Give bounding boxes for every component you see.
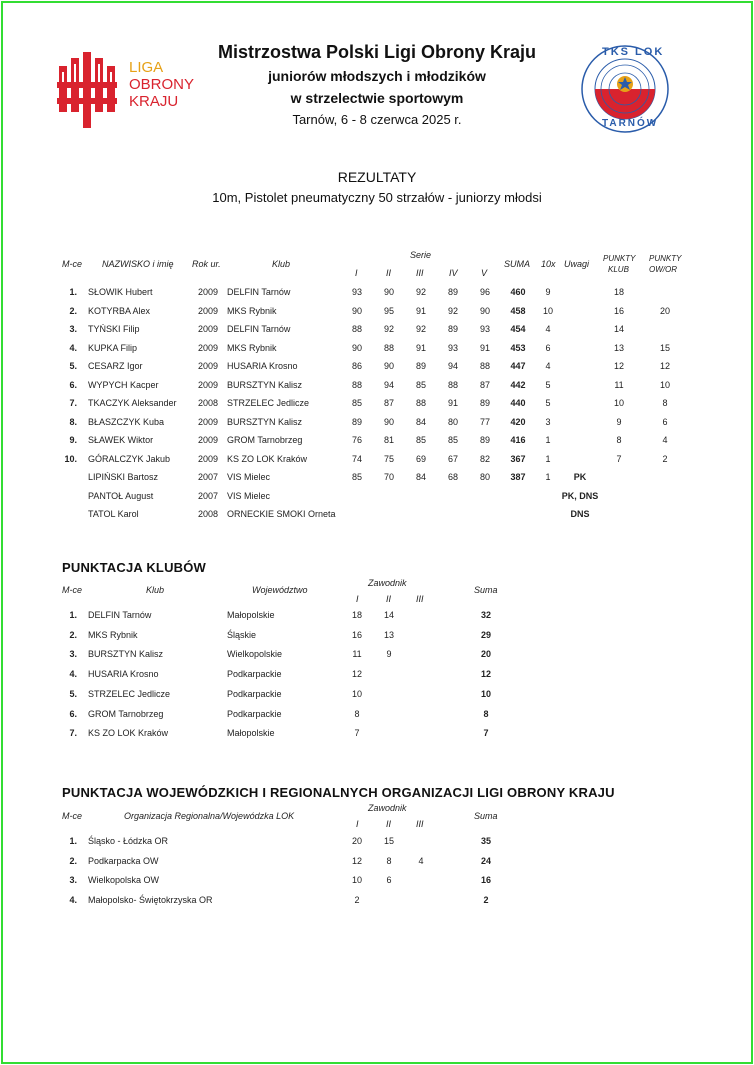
orgs-col-c1: I [356, 819, 359, 829]
logo-text-kraju: KRAJU [129, 93, 179, 110]
row-club-pts: 13 [613, 342, 624, 353]
row-s5: 77 [479, 416, 490, 427]
club-row-place: 4. [69, 669, 77, 680]
row-s2: 88 [383, 342, 394, 353]
org-row-c2: 8 [386, 855, 392, 866]
col-s4: IV [449, 268, 458, 278]
row-s3: 84 [415, 416, 426, 427]
org-row-c3: 4 [418, 855, 424, 866]
col-place: M-ce [62, 259, 82, 269]
row-s4: 85 [447, 435, 458, 445]
row-x10: 3 [545, 416, 551, 427]
row-year: 2007 [197, 472, 219, 482]
row-sum: 367 [510, 453, 526, 464]
row-name: TKACZYK Aleksander [88, 398, 177, 408]
row-name: KOTYRBA Alex [88, 305, 151, 316]
col-s2: II [386, 268, 392, 278]
club-row-c1: 11 [352, 649, 362, 660]
club-row-club: MKS Rybnik [88, 629, 138, 640]
row-club: MKS Rybnik [227, 342, 277, 353]
row-s1: 74 [351, 453, 362, 464]
club-row-c1: 10 [351, 688, 362, 699]
row-x10: 1 [545, 435, 551, 445]
orgs-col-c3: III [416, 819, 424, 829]
club-row-sum: 29 [480, 629, 491, 640]
row-year: 2009 [197, 324, 219, 334]
row-s1: 93 [351, 287, 362, 297]
org-row-place: 4. [69, 894, 77, 905]
orgs-col-c2: II [386, 819, 392, 829]
row-club: BURSZTYN Kalisz [227, 416, 303, 427]
club-row-place: 2. [69, 629, 77, 640]
row-s2: 92 [383, 324, 394, 334]
club-row-place: 7. [69, 728, 77, 739]
row-sum: 458 [510, 305, 526, 316]
row-ow-pts: 15 [659, 342, 670, 353]
col-club-pts-2: KLUB [608, 265, 629, 274]
row-club-pts: 8 [616, 435, 622, 445]
org-row-org: Małopolsko- Świętokrzyska OR [88, 894, 213, 905]
row-s3: 91 [415, 342, 426, 353]
row-name: GÓRALCZYK Jakub [88, 453, 171, 464]
place-date: Tarnów, 6 - 8 czerwca 2025 r. [292, 112, 462, 127]
club-row-voivodeship: Podkarpackie [227, 708, 282, 719]
club-row-club: HUSARIA Krosno [88, 669, 159, 680]
row-s2: 94 [383, 379, 394, 390]
orgs-col-sum: Suma [474, 811, 498, 821]
row-s1: 76 [351, 435, 362, 445]
row-s2: 81 [383, 435, 394, 445]
row-x10: 1 [545, 453, 551, 464]
row-sum: 447 [510, 361, 526, 371]
row-s1: 85 [351, 398, 362, 408]
club-row-voivodeship: Śląskie [227, 629, 257, 640]
club-row-voivodeship: Podkarpackie [227, 688, 282, 699]
row-s3: 91 [415, 305, 426, 316]
row-ow-pts: 8 [662, 398, 668, 408]
col-s5: V [481, 268, 488, 278]
logo-text-liga: LIGA [129, 59, 164, 76]
row-x10: 5 [545, 379, 551, 390]
row-year: 2008 [197, 509, 219, 519]
club-row-place: 6. [69, 708, 77, 719]
row-s4: 89 [447, 287, 458, 297]
row-name: PANTOŁ August [88, 490, 154, 501]
row-ow-pts: 10 [659, 379, 670, 390]
row-s1: 85 [351, 472, 362, 482]
club-row-club: GROM Tarnobrzeg [88, 708, 164, 719]
row-club-pts: 14 [613, 324, 624, 334]
row-club-pts: 18 [613, 287, 624, 297]
row-name: TATOL Karol [88, 509, 139, 519]
col-ow-pts-1: PUNKTY [649, 254, 682, 263]
club-row-c1: 16 [351, 629, 362, 640]
logo-text-tarnow: TARNÓW [602, 118, 659, 129]
club-row-voivodeship: Małopolskie [227, 610, 275, 620]
row-name: KUPKA Filip [88, 342, 138, 353]
col-s1: I [355, 268, 358, 278]
row-name: CESARZ Igor [88, 361, 143, 371]
row-s1: 86 [351, 361, 362, 371]
club-row-c1: 12 [351, 669, 362, 680]
row-year: 2008 [197, 398, 219, 408]
row-club: MKS Rybnik [227, 305, 277, 316]
row-year: 2007 [197, 490, 219, 501]
org-row-sum: 16 [480, 875, 491, 885]
org-row-c2: 15 [383, 836, 394, 846]
row-s5: 96 [479, 287, 490, 297]
row-sum: 420 [510, 416, 526, 427]
row-ow-pts: 20 [659, 305, 670, 316]
row-s3: 88 [415, 398, 426, 408]
col-s3: III [416, 268, 424, 278]
row-s2: 90 [383, 287, 394, 297]
row-place: 1. [69, 287, 77, 297]
row-x10: 4 [545, 361, 551, 371]
org-row-sum: 2 [483, 894, 489, 905]
row-place: 10. [64, 453, 77, 464]
clubs-col-competitor: Zawodnik [368, 578, 407, 588]
clubs-col-sum: Suma [474, 585, 498, 595]
row-name: SŁOWIK Hubert [88, 287, 153, 297]
row-notes: PK, DNS [561, 490, 599, 501]
row-s2: 70 [383, 472, 394, 482]
row-s3: 92 [415, 287, 426, 297]
row-notes: DNS [570, 509, 590, 519]
col-x10: 10x [541, 259, 556, 269]
row-ow-pts: 6 [662, 416, 668, 427]
clubs-col-c3: III [416, 594, 424, 604]
club-row-place: 1. [69, 610, 77, 620]
org-row-c1: 20 [351, 836, 362, 846]
row-s3: 89 [415, 361, 426, 371]
row-s4: 89 [447, 324, 458, 334]
org-row-org: Wielkopolska OW [88, 875, 160, 885]
row-s4: 91 [447, 398, 458, 408]
row-s1: 90 [351, 342, 362, 353]
org-row-org: Podkarpacka OW [88, 855, 159, 866]
row-club: BURSZTYN Kalisz [227, 379, 303, 390]
row-s1: 89 [351, 416, 362, 427]
row-x10: 1 [545, 472, 551, 482]
row-year: 2009 [197, 416, 219, 427]
row-s2: 75 [383, 453, 394, 464]
row-x10: 10 [542, 305, 553, 316]
row-club: DELFIN Tarnów [227, 324, 291, 334]
row-s5: 91 [479, 342, 490, 353]
clubs-col-place: M-ce [62, 585, 82, 595]
row-s3: 92 [415, 324, 426, 334]
row-ow-pts: 12 [659, 361, 670, 371]
row-s4: 94 [447, 361, 458, 371]
club-row-voivodeship: Podkarpackie [227, 669, 282, 680]
row-s5: 88 [479, 361, 490, 371]
row-club: GROM Tarnobrzeg [227, 435, 303, 445]
row-notes: PK [573, 472, 587, 482]
page-subtitle-1: juniorów młodszych i młodzików [268, 68, 486, 84]
page-border [1, 1, 753, 1064]
col-ow-pts-2: OW/OR [649, 265, 677, 274]
row-place: 5. [69, 361, 77, 371]
row-place: 7. [69, 398, 77, 408]
org-row-c1: 2 [354, 894, 360, 905]
row-name: TYŃSKI Filip [88, 324, 140, 334]
logo-text-tks-lok: TKS LOK [602, 46, 665, 58]
row-name: LIPIŃSKI Bartosz [88, 472, 159, 482]
row-x10: 5 [545, 398, 551, 408]
row-s3: 85 [415, 435, 426, 445]
club-row-sum: 32 [480, 610, 491, 620]
row-club: STRZELEC Jedlicze [227, 398, 310, 408]
row-s4: 88 [447, 379, 458, 390]
row-s4: 68 [447, 472, 458, 482]
col-notes: Uwagi [564, 259, 590, 269]
club-row-c1: 18 [351, 610, 362, 620]
org-row-place: 1. [69, 836, 77, 846]
club-row-club: KS ZO LOK Kraków [88, 728, 169, 739]
club-row-c2: 9 [386, 649, 392, 660]
clubs-col-c1: I [356, 594, 359, 604]
row-s5: 89 [479, 398, 490, 408]
row-sum: 442 [510, 379, 526, 390]
row-club-pts: 12 [613, 361, 624, 371]
club-row-sum: 20 [480, 649, 491, 660]
club-row-sum: 7 [483, 728, 489, 739]
row-club-pts: 16 [613, 305, 624, 316]
row-s5: 90 [479, 305, 490, 316]
row-s2: 87 [383, 398, 394, 408]
row-year: 2009 [197, 435, 219, 445]
row-s4: 92 [447, 305, 458, 316]
club-row-c2: 14 [383, 610, 394, 620]
row-ow-pts: 2 [662, 453, 668, 464]
club-row-sum: 10 [480, 688, 491, 699]
orgs-col-competitor: Zawodnik [368, 803, 407, 813]
row-club-pts: 10 [613, 398, 624, 408]
row-s5: 89 [479, 435, 490, 445]
orgs-heading: PUNKTACJA WOJEWÓDZKICH I REGIONALNYCH ORGANIZACJI LIGI OBRONY KRAJU [62, 785, 615, 800]
row-year: 2009 [197, 379, 219, 390]
row-club: VIS Mielec [227, 472, 271, 482]
clubs-col-c2: II [386, 594, 392, 604]
clubs-col-club: Klub [146, 585, 165, 595]
row-place: 9. [69, 435, 77, 445]
club-row-sum: 12 [480, 669, 491, 680]
logo-text-obrony: OBRONY [129, 76, 195, 93]
row-year: 2009 [197, 305, 219, 316]
row-s1: 88 [351, 324, 362, 334]
row-s3: 84 [415, 472, 426, 482]
row-s2: 90 [383, 361, 394, 371]
row-s4: 67 [447, 453, 458, 464]
club-row-c1: 8 [354, 708, 360, 719]
clubs-col-voivodeship: Województwo [252, 585, 308, 595]
row-s2: 95 [383, 305, 394, 316]
org-row-org: Śląsko - Łódzka OR [88, 836, 169, 846]
club-row-c1: 7 [354, 728, 360, 739]
results-heading: REZULTATY [337, 169, 417, 185]
row-x10: 9 [545, 287, 551, 297]
club-row-sum: 8 [483, 708, 489, 719]
row-s2: 90 [383, 416, 394, 427]
row-name: SŁAWEK Wiktor [88, 435, 154, 445]
col-sum: SUMA [504, 259, 531, 269]
club-row-club: DELFIN Tarnów [88, 610, 152, 620]
row-s3: 85 [415, 379, 426, 390]
row-sum: 453 [510, 342, 526, 353]
row-s5: 87 [479, 379, 490, 390]
org-row-sum: 24 [480, 855, 491, 866]
row-year: 2009 [197, 342, 219, 353]
row-place: 6. [69, 379, 77, 390]
clubs-heading: PUNKTACJA KLUBÓW [62, 560, 207, 575]
row-x10: 6 [545, 342, 551, 353]
row-ow-pts: 4 [662, 435, 668, 445]
org-row-c1: 12 [351, 855, 362, 866]
row-name: WYPYCH Kacper [88, 379, 159, 390]
page-title: Mistrzostwa Polski Ligi Obrony Kraju [217, 42, 537, 62]
row-year: 2009 [197, 287, 219, 297]
row-place: 8. [69, 416, 77, 427]
row-club-pts: 9 [616, 416, 622, 427]
row-club: KS ZO LOK Kraków [227, 453, 308, 464]
col-series: Serie [410, 250, 432, 260]
page-subtitle-2: w strzelectwie sportowym [290, 90, 464, 106]
col-club-pts-1: PUNKTY [603, 254, 636, 263]
org-row-c2: 6 [386, 875, 392, 885]
row-s1: 90 [351, 305, 362, 316]
event-name: 10m, Pistolet pneumatyczny 50 strzałów - juniorzy młodsi [212, 190, 542, 205]
row-place: 3. [69, 324, 77, 334]
row-place: 2. [69, 305, 77, 316]
row-s1: 88 [351, 379, 362, 390]
row-s3: 69 [415, 453, 426, 464]
club-row-voivodeship: Wielkopolskie [227, 649, 283, 660]
row-place: 4. [69, 342, 77, 353]
col-year: Rok ur. [192, 259, 221, 269]
org-row-c1: 10 [351, 875, 362, 885]
club-row-club: STRZELEC Jedlicze [88, 688, 171, 699]
row-club: DELFIN Tarnów [227, 287, 291, 297]
row-s5: 93 [479, 324, 490, 334]
row-name: BŁASZCZYK Kuba [88, 416, 165, 427]
row-s4: 80 [447, 416, 458, 427]
row-club-pts: 7 [616, 453, 622, 464]
row-s4: 93 [447, 342, 458, 353]
club-row-c2: 13 [383, 629, 394, 640]
row-x10: 4 [545, 324, 551, 334]
row-year: 2009 [197, 361, 219, 371]
row-s5: 80 [479, 472, 490, 482]
col-name: NAZWISKO i imię [102, 259, 174, 269]
row-sum: 387 [510, 472, 526, 482]
org-row-place: 2. [69, 855, 77, 866]
row-club-pts: 11 [614, 379, 624, 390]
row-sum: 454 [510, 324, 526, 334]
club-row-voivodeship: Małopolskie [227, 728, 275, 739]
row-s5: 82 [479, 453, 490, 464]
club-row-club: BURSZTYN Kalisz [88, 649, 164, 660]
row-club: VIS Mielec [227, 490, 271, 501]
org-row-sum: 35 [480, 836, 491, 846]
col-club: Klub [272, 259, 291, 269]
row-sum: 440 [510, 398, 526, 408]
row-sum: 460 [510, 287, 526, 297]
row-sum: 416 [510, 435, 526, 445]
club-row-place: 5. [69, 688, 77, 699]
row-club: ORNECKIE SMOKI Orneta [227, 509, 336, 519]
org-row-place: 3. [69, 875, 77, 885]
orgs-col-org: Organizacja Regionalna/Wojewódzka LOK [124, 811, 295, 821]
club-row-place: 3. [69, 649, 77, 660]
row-year: 2009 [197, 453, 219, 464]
orgs-col-place: M-ce [62, 811, 82, 821]
row-club: HUSARIA Krosno [227, 361, 298, 371]
